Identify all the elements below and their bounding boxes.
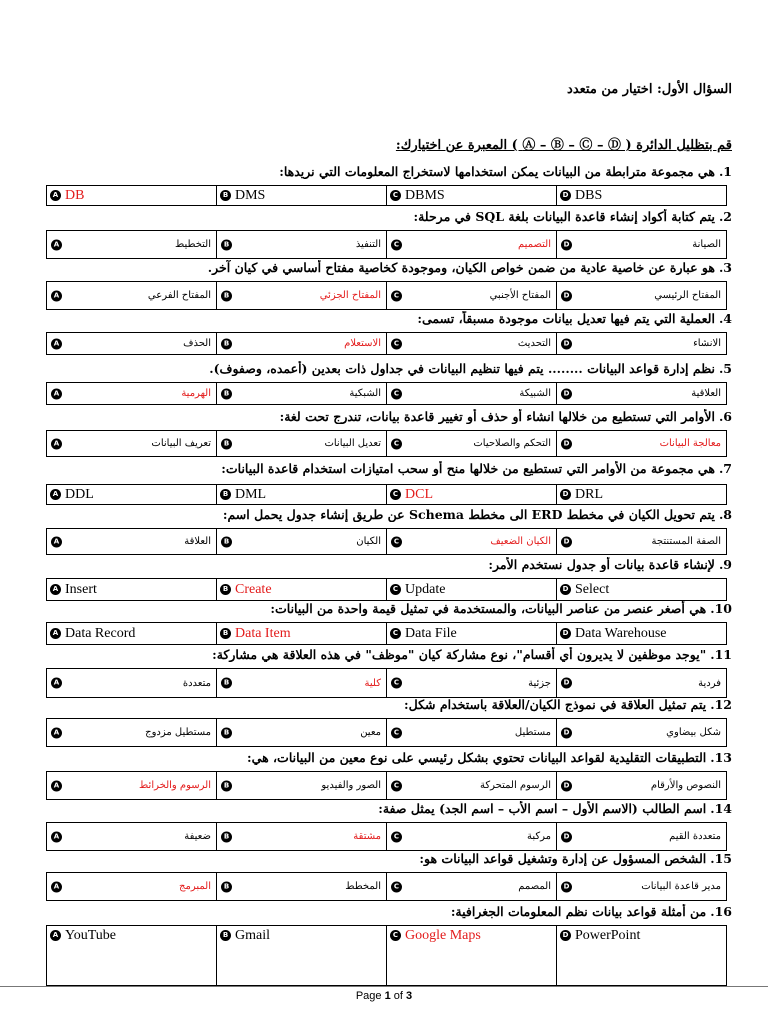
options-table-16 <box>46 925 727 986</box>
option-circle-icon[interactable]: C <box>391 388 402 399</box>
option-text: تعريف البيانات <box>151 438 211 449</box>
option-a[interactable] <box>47 623 217 645</box>
question-number: 8. <box>718 507 732 522</box>
question-text: هي مجموعة من الأوامر التي تستطيع من خلالها منح أو سحب امتيازات استخدام قاعدة البيانات: <box>221 461 715 476</box>
option-circle-icon[interactable]: A <box>50 930 61 941</box>
option-circle-icon[interactable]: B <box>221 290 232 301</box>
option-b[interactable] <box>217 186 387 206</box>
option-text: الكيان الضعيف <box>490 536 551 547</box>
option-text: ضعيفة <box>184 831 211 842</box>
option-circle-icon[interactable]: A <box>50 489 61 500</box>
question-number: 12. <box>710 697 732 712</box>
option-text: متعددة <box>182 677 211 689</box>
question-6 <box>32 409 732 424</box>
option-a[interactable] <box>47 579 217 601</box>
options-table-15 <box>46 872 727 901</box>
option-text: مستطيل مزدوج <box>145 727 211 738</box>
option-b[interactable] <box>217 579 387 601</box>
option-text: المصمم <box>518 881 551 892</box>
option-text: المفتاح الرئيسي <box>654 290 721 301</box>
option-circle-icon[interactable]: A <box>51 727 62 738</box>
option-c[interactable] <box>387 485 557 505</box>
option-b[interactable] <box>217 383 387 405</box>
option-text: الصيانة <box>692 239 721 250</box>
option-a[interactable] <box>47 873 217 901</box>
option-text: كلية <box>364 677 381 689</box>
option-circle-icon[interactable]: C <box>391 881 402 892</box>
question-8 <box>32 507 732 522</box>
option-circle-icon[interactable]: C <box>390 930 401 941</box>
question-number: 15. <box>710 851 732 866</box>
option-circle-icon[interactable]: C <box>391 438 402 449</box>
question-text: الشخص المسؤول عن إدارة وتشغيل قواعد البيانات هو: <box>419 851 707 866</box>
question-5 <box>32 361 732 376</box>
option-d[interactable] <box>557 529 727 555</box>
option-circle-icon[interactable]: A <box>51 338 62 349</box>
option-c[interactable] <box>387 926 557 986</box>
option-circle-icon[interactable]: A <box>51 438 62 449</box>
option-circle-icon[interactable]: B <box>221 780 232 791</box>
question-number: 1. <box>718 164 732 179</box>
question-12 <box>32 697 732 712</box>
option-text: DML <box>235 486 267 502</box>
option-circle-icon[interactable]: B <box>220 628 231 639</box>
option-text: الصفة المستنتجة <box>651 536 721 547</box>
option-text: الحذف <box>183 338 211 349</box>
question-text: يتم تحويل الكيان في مخطط ERD الى مخطط Schema عن طريق إنشاء جدول يحمل اسم: <box>222 507 715 522</box>
option-c[interactable] <box>387 383 557 405</box>
question-10 <box>32 601 732 616</box>
option-c[interactable] <box>387 873 557 901</box>
option-circle-icon[interactable]: C <box>390 489 401 500</box>
question-number: 13. <box>710 750 732 765</box>
option-a[interactable] <box>47 926 217 986</box>
option-circle-icon[interactable]: C <box>391 780 402 791</box>
question-text: نظم إدارة قواعد البيانات ........ يتم فيها تنظيم البيانات في جداول ذات بعدين (أعمده، وصفوف). <box>209 361 715 376</box>
option-text: YouTube <box>65 928 116 943</box>
option-c[interactable] <box>387 231 557 259</box>
option-circle-icon[interactable]: B <box>221 727 232 738</box>
option-b[interactable] <box>217 623 387 645</box>
option-text: DRL <box>575 486 603 502</box>
option-b[interactable] <box>217 823 387 851</box>
option-circle-icon[interactable]: A <box>51 536 62 547</box>
footer-divider <box>0 986 768 987</box>
option-a[interactable] <box>47 485 217 505</box>
options-table-1 <box>46 185 727 206</box>
option-c[interactable] <box>387 579 557 601</box>
option-text: مركبة <box>526 831 551 842</box>
option-circle-icon[interactable]: C <box>390 190 401 201</box>
option-circle-icon[interactable]: D <box>561 678 572 689</box>
question-text: هي أصغر عنصر من عناصر البيانات، والمستخدمة في تمثيل قيمة واحدة من البيانات: <box>270 601 707 616</box>
option-text: معين <box>360 727 381 738</box>
option-a[interactable] <box>47 431 217 457</box>
option-text: الشبكية <box>349 388 381 399</box>
option-text: العلاقية <box>691 388 721 399</box>
question-11 <box>32 647 732 662</box>
options-table-3 <box>46 281 727 310</box>
option-b[interactable] <box>217 873 387 901</box>
option-text: Update <box>405 581 446 597</box>
options-table-8 <box>46 528 727 555</box>
option-circle-icon[interactable]: D <box>561 290 572 301</box>
option-d[interactable] <box>557 823 727 851</box>
option-c[interactable] <box>387 431 557 457</box>
question-number: 16. <box>710 904 732 919</box>
options-table-7 <box>46 484 727 505</box>
option-b[interactable] <box>217 231 387 259</box>
option-b[interactable] <box>217 772 387 800</box>
option-text: الانشاء <box>693 338 721 349</box>
option-d[interactable] <box>557 719 727 747</box>
option-b[interactable] <box>217 669 387 698</box>
option-circle-icon[interactable]: C <box>391 727 402 738</box>
option-text: الكيان <box>356 536 381 547</box>
question-number: 9. <box>718 557 732 572</box>
question-2 <box>32 209 732 224</box>
option-circle-icon[interactable]: D <box>560 190 571 201</box>
option-a[interactable] <box>47 186 217 206</box>
option-text: مشتقة <box>353 831 381 842</box>
question-16 <box>32 904 732 919</box>
option-circle-icon[interactable]: A <box>51 678 62 689</box>
question-text: يتم تمثيل العلاقة في نموذج الكيان/العلاقة باستخدام شكل: <box>404 697 707 712</box>
question-number: 4. <box>718 311 732 326</box>
option-a[interactable] <box>47 231 217 259</box>
option-circle-icon[interactable]: D <box>561 438 572 449</box>
option-text: المفتاح الفرعي <box>147 290 211 301</box>
option-text: مدير قاعدة البيانات <box>641 881 721 892</box>
option-text: Data Item <box>235 625 291 641</box>
option-circle-icon[interactable]: D <box>560 489 571 500</box>
question-4 <box>32 311 732 326</box>
option-c[interactable] <box>387 623 557 645</box>
option-text: Create <box>235 581 272 597</box>
options-table-13 <box>46 771 727 800</box>
option-circle-icon[interactable]: C <box>390 628 401 639</box>
options-table-5 <box>46 382 727 405</box>
question-text: التطبيقات التقليدية لقواعد البيانات تحتوي بشكل رئيسي على نوع معين من البيانات، هي: <box>247 750 707 765</box>
option-circle-icon[interactable]: C <box>390 584 401 595</box>
option-circle-icon[interactable]: A <box>51 239 62 250</box>
option-d[interactable] <box>557 772 727 800</box>
option-text: تعديل البيانات <box>324 438 381 449</box>
option-b[interactable] <box>217 529 387 555</box>
option-circle-icon[interactable]: A <box>51 388 62 399</box>
question-text: من أمثلة قواعد بيانات نظم المعلومات الجغرافية: <box>450 904 707 919</box>
option-text: المبرمج <box>179 881 211 892</box>
option-circle-icon[interactable]: A <box>51 881 62 892</box>
options-table-11 <box>46 668 727 698</box>
option-circle-icon[interactable]: B <box>221 239 232 250</box>
option-text: المفتاح الجزئي <box>319 290 381 301</box>
option-circle-icon[interactable]: A <box>50 190 61 201</box>
option-d[interactable] <box>557 926 727 986</box>
option-circle-icon[interactable]: B <box>220 489 231 500</box>
section-title: السؤال الأول: اختيار من متعدد <box>567 82 732 97</box>
option-text: معالجة البيانات <box>659 438 721 449</box>
option-text: المخطط <box>345 881 381 892</box>
option-text: DBMS <box>405 187 445 203</box>
option-circle-icon[interactable]: A <box>51 831 62 842</box>
options-table-9 <box>46 578 727 601</box>
option-circle-icon[interactable]: B <box>220 584 231 595</box>
option-c[interactable] <box>387 282 557 310</box>
options-table-14 <box>46 822 727 851</box>
options-table-2 <box>46 230 727 259</box>
option-text: الرسوم والخرائط <box>139 780 211 791</box>
question-number: 7. <box>718 461 732 476</box>
option-text: الهرمية <box>181 388 211 399</box>
option-circle-icon[interactable]: D <box>561 388 572 399</box>
option-text: Select <box>575 581 610 597</box>
option-circle-icon[interactable]: D <box>561 780 572 791</box>
option-text: DMS <box>235 187 266 203</box>
option-text: Google Maps <box>405 928 481 943</box>
option-text: DDL <box>65 486 94 502</box>
option-c[interactable] <box>387 719 557 747</box>
option-text: الشبيكة <box>519 388 551 399</box>
option-text: متعددة القيم <box>669 831 721 842</box>
option-circle-icon[interactable]: B <box>220 930 231 941</box>
option-a[interactable] <box>47 772 217 800</box>
question-15 <box>32 851 732 866</box>
option-circle-icon[interactable]: A <box>51 290 62 301</box>
question-14 <box>32 801 732 816</box>
option-d[interactable] <box>557 485 727 505</box>
question-text: اسم الطالب (الاسم الأول – اسم الأب – اسم الجد) يمثل صفة: <box>378 801 707 816</box>
option-b[interactable] <box>217 431 387 457</box>
option-b[interactable] <box>217 926 387 986</box>
option-c[interactable] <box>387 186 557 206</box>
option-c[interactable] <box>387 823 557 851</box>
footer-middle: of <box>390 990 407 1002</box>
option-c[interactable] <box>387 669 557 698</box>
option-c[interactable] <box>387 333 557 355</box>
option-d[interactable] <box>557 873 727 901</box>
option-d[interactable] <box>557 431 727 457</box>
option-circle-icon[interactable]: D <box>561 338 572 349</box>
option-circle-icon[interactable]: D <box>561 727 572 738</box>
question-text: لإنشاء قاعدة بيانات أو جدول نستخدم الأمر: <box>488 557 715 572</box>
option-b[interactable] <box>217 485 387 505</box>
option-b[interactable] <box>217 333 387 355</box>
option-circle-icon[interactable]: A <box>50 628 61 639</box>
question-1 <box>32 164 732 179</box>
option-d[interactable] <box>557 282 727 310</box>
option-a[interactable] <box>47 282 217 310</box>
option-text: DB <box>65 187 85 203</box>
footer-page-total: 3 <box>406 990 413 1002</box>
option-text: شكل بيضاوي <box>666 727 721 738</box>
option-text: جزئية <box>528 677 551 689</box>
question-text: هو عبارة عن خاصية عادية من ضمن خواص الكيان، وموجودة كخاصية مفتاح أساسي في كيان آخر. <box>207 260 715 275</box>
option-c[interactable] <box>387 772 557 800</box>
option-circle-icon[interactable]: C <box>391 536 402 547</box>
option-text: فردية <box>698 677 721 689</box>
options-table-10 <box>46 622 727 645</box>
option-text: PowerPoint <box>575 928 641 943</box>
option-circle-icon[interactable]: B <box>221 678 232 689</box>
option-b[interactable] <box>217 719 387 747</box>
option-a[interactable] <box>47 529 217 555</box>
option-circle-icon[interactable]: A <box>51 780 62 791</box>
option-text: Insert <box>65 581 97 597</box>
option-c[interactable] <box>387 529 557 555</box>
option-circle-icon[interactable]: D <box>561 881 572 892</box>
question-7 <box>32 461 732 476</box>
option-d[interactable] <box>557 669 727 698</box>
option-circle-icon[interactable]: D <box>560 584 571 595</box>
question-text: "يوجد موظفين لا يديرون أي أقسام"، نوع مشاركة كيان "موظف" في هذه العلاقة هي مشاركة: <box>212 647 707 662</box>
question-number: 14. <box>710 801 732 816</box>
question-text: الأوامر التي تستطيع من خلالها انشاء أو حذف أو تغيير قاعدة بيانات، تندرج تحت لغة: <box>279 409 715 424</box>
option-text: Data Warehouse <box>575 625 667 641</box>
option-circle-icon[interactable]: B <box>221 536 232 547</box>
option-text: الرسوم المتحركة <box>480 780 551 791</box>
page-footer <box>0 990 768 1002</box>
option-circle-icon[interactable]: A <box>50 584 61 595</box>
option-text: الصور والفيديو <box>321 780 381 791</box>
option-text: التصميم <box>518 239 551 250</box>
question-number: 5. <box>718 361 732 376</box>
question-number: 3. <box>718 260 732 275</box>
options-table-4 <box>46 332 727 355</box>
instruction-line: قم بتظليل الدائرة ( Ⓐ – Ⓑ – Ⓒ – Ⓓ ) المعبرة عن اختيارك: <box>395 138 732 153</box>
option-circle-icon[interactable]: C <box>391 678 402 689</box>
option-circle-icon[interactable]: B <box>221 338 232 349</box>
option-text: التحكم والصلاحيات <box>473 438 551 449</box>
question-number: 10. <box>710 601 732 616</box>
footer-page-number: 1 <box>384 990 391 1002</box>
question-text: هي مجموعة مترابطة من البيانات يمكن استخدامها لاستخراج المعلومات التي نريدها: <box>279 164 715 179</box>
question-9 <box>32 557 732 572</box>
option-circle-icon[interactable]: C <box>391 239 402 250</box>
option-a[interactable] <box>47 383 217 405</box>
option-text: المفتاح الأجنبي <box>489 290 551 301</box>
option-text: التنفيذ <box>355 239 381 250</box>
option-text: Data File <box>405 625 457 641</box>
option-text: الاستعلام <box>344 338 381 349</box>
option-a[interactable] <box>47 333 217 355</box>
question-13 <box>32 750 732 765</box>
option-circle-icon[interactable]: B <box>220 190 231 201</box>
option-circle-icon[interactable]: D <box>561 536 572 547</box>
footer-prefix: Page <box>355 990 385 1002</box>
option-text: النصوص والأرقام <box>650 780 721 791</box>
option-d[interactable] <box>557 383 727 405</box>
option-circle-icon[interactable]: C <box>391 831 402 842</box>
option-text: التخطيط <box>174 239 211 250</box>
option-circle-icon[interactable]: C <box>391 290 402 301</box>
option-text: التحديث <box>517 338 551 349</box>
option-circle-icon[interactable]: D <box>561 239 572 250</box>
question-text: يتم كتابة أكواد إنشاء قاعدة البيانات بلغة SQL في مرحلة: <box>413 209 715 224</box>
option-d[interactable] <box>557 231 727 259</box>
option-circle-icon[interactable]: C <box>391 338 402 349</box>
options-table-12 <box>46 718 727 747</box>
option-text: العلاقة <box>184 536 211 547</box>
option-circle-icon[interactable]: B <box>221 831 232 842</box>
option-a[interactable] <box>47 669 217 698</box>
option-text: DCL <box>405 486 433 502</box>
option-circle-icon[interactable]: B <box>221 438 232 449</box>
option-text: DBS <box>575 187 603 203</box>
options-table-6 <box>46 430 727 457</box>
option-d[interactable] <box>557 333 727 355</box>
option-circle-icon[interactable]: B <box>221 881 232 892</box>
option-circle-icon[interactable]: D <box>560 930 571 941</box>
option-a[interactable] <box>47 719 217 747</box>
option-a[interactable] <box>47 823 217 851</box>
question-3 <box>32 260 732 275</box>
option-circle-icon[interactable]: D <box>560 628 571 639</box>
option-text: Gmail <box>235 928 270 943</box>
question-number: 2. <box>718 209 732 224</box>
option-circle-icon[interactable]: B <box>221 388 232 399</box>
question-number: 6. <box>718 409 732 424</box>
option-b[interactable] <box>217 282 387 310</box>
option-d[interactable] <box>557 623 727 645</box>
question-text: العملية التي يتم فيها تعديل بيانات موجودة مسبقاً، تسمى: <box>417 311 715 326</box>
option-circle-icon[interactable]: D <box>561 831 572 842</box>
option-text: مستطيل <box>514 727 551 738</box>
question-number: 11. <box>710 647 732 662</box>
option-d[interactable] <box>557 186 727 206</box>
option-text: Data Record <box>65 625 136 641</box>
option-d[interactable] <box>557 579 727 601</box>
